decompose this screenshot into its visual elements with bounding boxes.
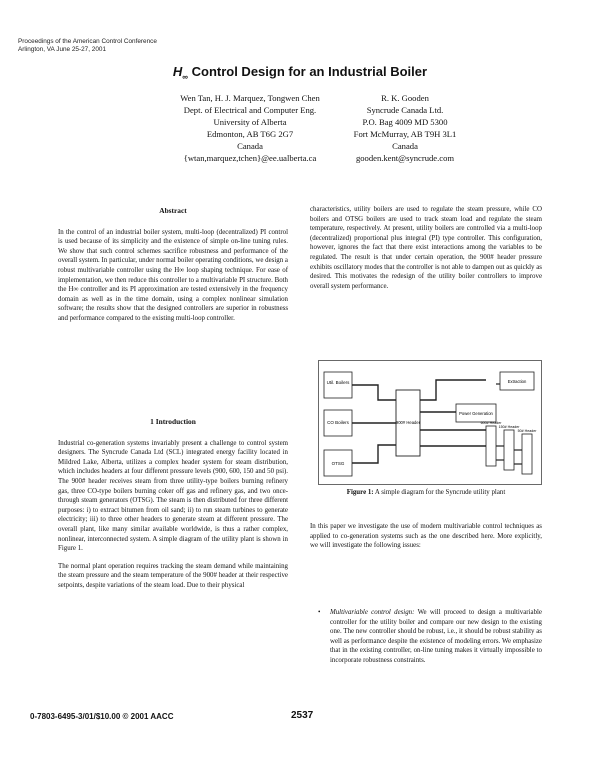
header-150-label: 150# Header: [498, 425, 520, 429]
author-line: Canada: [392, 141, 418, 151]
right-para-1: characteristics, utility boilers are used to regulate the steam pressure, while CO boilers and OTSG boilers are used to track steam load and regulate the steam temperature, respectively. At present, utility boilers are controlled via a multi-loop (decentralized) proportional plus integral (PI) type controller. This configuration, however, ignores the fact that there exist interactions among the variables to be regulated. The result is that under certain operation, the 900# header pressure exhibits oscillatory modes that the controller is not able to dampen out as quickly as desired. This motivates the redesign of the utility boiler controllers to improve overall system performance.: [310, 206, 542, 290]
bullet-content: [330, 608, 542, 666]
proceedings-line-2: Arlington, VA June 25-27, 2001: [18, 46, 106, 53]
bullet-text: We will proceed to design a multivariable controller for the utility boiler and compare our new design to the existing one. The new controller should be robust, i.e., it should be robust stability as well as performance despite the existence of modeling errors. We emphasize that in the existing controller, on-line tuning makes it virtually impossible to incorporate robustness constraints.: [330, 609, 542, 664]
title-rest: Control Design for an Industrial Boiler: [188, 64, 428, 79]
extraction-label: Extraction: [507, 379, 527, 384]
header-600-box: [486, 426, 496, 466]
abstract-section: [58, 206, 288, 324]
author-line: Edmonton, AB T6G 2G7: [206, 129, 294, 139]
header-900-label: 900# Header: [395, 420, 421, 425]
author-email: gooden.kent@syncrude.com: [355, 153, 455, 163]
author-line: R. K. Gooden: [381, 93, 429, 103]
introduction-section: [58, 417, 288, 591]
abstract-text: In the control of an industrial boiler system, multi-loop (decentralized) PI control is used because of its simplicity and the existence of simple on-line tuning rules. We show that such control schemes sacrifice robustness and performance of the overall system. In particular, under normal boiler operating conditions, we design a robust multivariable controller using the H∞ loop shaping technique. For ease of implementation, we then reduce this controller to a multivariable PI structure. Both the H∞ controller and its PI approximation are tested extensively in the frequency domain as well as in the time domain, using a complex nonlinear simulation software; the results show that the designed controllers are superior in robustness and performance compared to the existing multi-loop controller.: [58, 228, 288, 322]
bullet-item: [320, 608, 542, 666]
footer-isbn: 0-7803-6495-3/01/$10.00 © 2001 AACC: [30, 712, 174, 721]
right-column-text-2: [310, 522, 542, 551]
right-column-text: [310, 205, 542, 291]
figure-caption: [310, 489, 542, 496]
introduction-heading: 1 Introduction: [150, 417, 196, 426]
page-number: 2537: [291, 710, 314, 721]
header-50-label: 50# Header: [517, 429, 537, 433]
title-h: H: [172, 64, 183, 79]
authors-left: [150, 92, 350, 164]
proceedings-line-1: Proceedings of the American Control Conference: [18, 38, 157, 45]
otsg-label: OTSG: [331, 461, 345, 466]
author-line: Syncrude Canada Ltd.: [366, 105, 444, 115]
util-boilers-box: [324, 372, 352, 398]
power-generation-label: Power Generation: [459, 411, 493, 416]
header-150-box: [504, 430, 514, 470]
right-para-2: In this paper we investigate the use of modern multivariable control techniques as applied to co-generation systems such as the one described here. More explicitly, we will investigate the following issues:: [310, 523, 542, 550]
figure-caption-text: A simple diagram for the Syncrude utility plant: [373, 489, 506, 496]
utility-plant-diagram: [318, 360, 542, 485]
util-boilers-label: Util. Boilers: [326, 380, 350, 385]
author-line: Fort McMurray, AB T9H 3L1: [353, 129, 457, 139]
bullet-title: Multivariable control design:: [330, 609, 415, 616]
abstract-heading: Abstract: [159, 206, 187, 215]
author-email: {wtan,marquez,tchen}@ee.ualberta.ca: [183, 153, 317, 163]
co-boilers-label: CO Boilers: [327, 420, 349, 425]
paper-title: [0, 64, 600, 82]
title-subscript: ∞: [182, 72, 188, 82]
figure-caption-label: Figure 1:: [346, 489, 374, 496]
author-line: P.O. Bag 4009 MD 5300: [362, 117, 448, 127]
authors-right: [340, 92, 470, 164]
author-line: Canada: [237, 141, 263, 151]
author-line: Dept. of Electrical and Computer Eng.: [183, 105, 317, 115]
introduction-para-1: Industrial co-generation systems invariably present a challenge to control system designers. The Syncrude Canada Ltd (SCL) integrated energy facility located in Mildred Lake, Alberta, utilizes a complex header system for steam distribution, which includes headers at four different pressure levels (900, 600, 150 and 50 psi). The 900# header receives steam from three utility-type boilers burning refinery gas, three CO-type boilers burning coker off gas and refinery gas, and two once-through steam generators (OTSG). The steam is then distributed for three different purposes: i) to extract bitumen from oil sand; ii) to run steam turbines to generate electricity; iii) to three other headers to generate steam at different pressure. The overall plant, like many similar available worldwide, is thus a rather complex, nonlinear, interconnected system. A simple diagram of the utility plant is shown in Figure 1.: [58, 439, 288, 553]
header-600-label: 600# Header: [480, 421, 502, 425]
introduction-para-2: The normal plant operation requires tracking the steam demand while maintaining the steam pressure and the steam temperature of the 900# header at their respective setpoints, despite variations of the steam load. Due to their physical: [58, 562, 288, 589]
author-line: Wen Tan, H. J. Marquez, Tongwen Chen: [180, 93, 320, 103]
header-50-box: [522, 434, 532, 474]
author-line: University of Alberta: [213, 117, 287, 127]
bullet-dot: •: [318, 609, 321, 616]
proceedings-note: [18, 38, 157, 54]
